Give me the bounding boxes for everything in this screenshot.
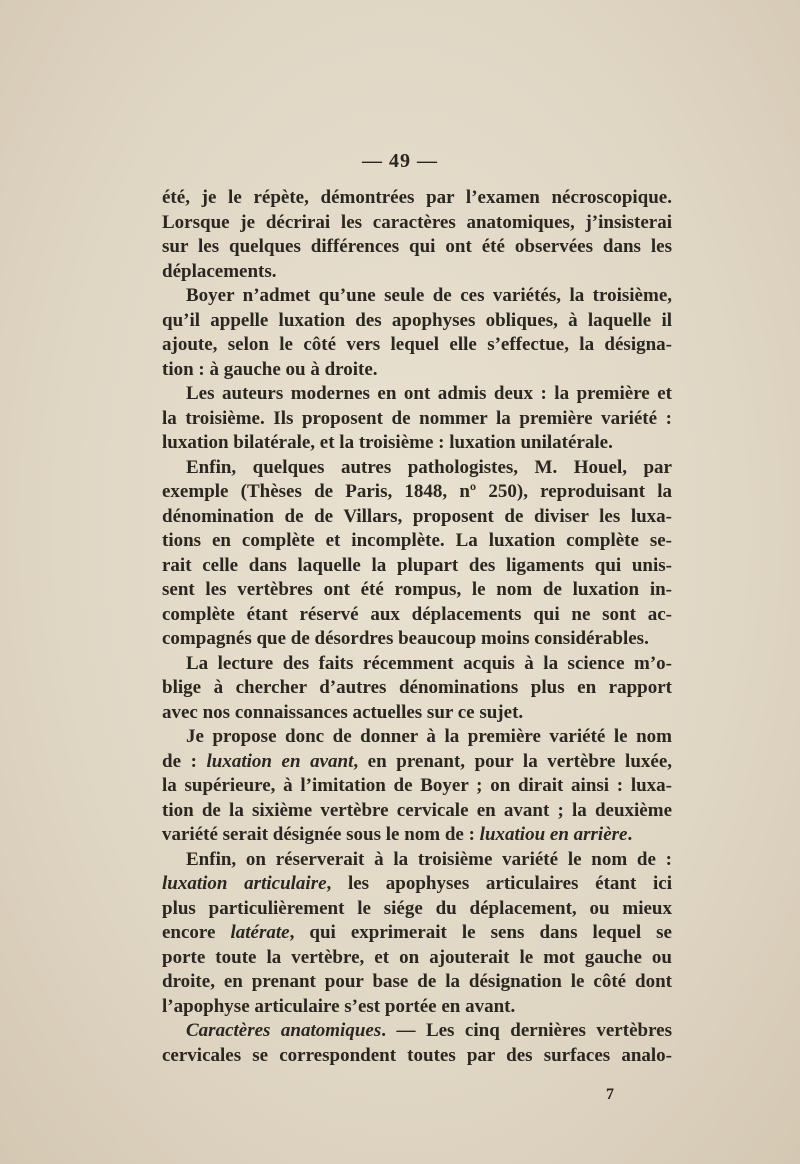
signature-mark: 7 [606,1086,614,1103]
text-line: Lorsque je décrirai les caractères anatomiques, j’insisterai [162,211,672,233]
text-line: Je propose donc de donner à la première variété le nom [186,726,672,747]
text-line: blige à chercher d’autres dénominations plus en rapport [162,677,672,698]
text-line: complète étant réservé aux déplacements qui ne sont ac- [162,603,672,625]
text-line: rait celle dans laquelle la plupart des ligaments qui unis- [162,554,672,576]
text-line: variété serait désignée sous le nom de : luxatiou en arrière. [162,824,633,845]
text-line: ajoute, selon le côté vers lequel elle s’effectue, la désigna- [162,334,672,355]
text-line: de : luxation en avant, en prenant, pour la vertèbre luxée, [162,750,672,772]
text-line: luxation bilatérale, et la troisième : luxation unilatérale. [162,432,613,453]
text-line: Enfin, on réserverait à la troisième variété le nom de : [186,848,672,870]
text-line: droite, en prenant pour base de la désignation le côté dont [162,971,672,992]
text-line: la supérieure, à l’imitation de Boyer ; on dirait ainsi : luxa- [162,775,672,796]
text-line: tion de la sixième vertèbre cervicale en avant ; la deuxième [162,799,672,821]
text-line: cervicales se correspondent toutes par des surfaces analo- [162,1044,672,1066]
text-line: exemple (Thèses de Paris, 1848, nº 250), reproduisant la [162,481,672,502]
text-line: encore latérate, qui exprimerait le sens dans lequel se [162,922,672,943]
text-line: qu’il appelle luxation des apophyses obliques, à laquelle il [162,309,672,331]
text-line: Enfin, quelques autres pathologistes, M. Houel, par [186,456,672,478]
text-line: dénomination de de Villars, proposent de diviser les luxa- [162,505,672,527]
text-line: la troisième. Ils proposent de nommer la première variété : [162,407,672,429]
text-line: sent les vertèbres ont été rompus, le nom de luxation in- [162,579,672,600]
text-line: Les auteurs modernes en ont admis deux : la première et [186,383,672,404]
text-line: tions en complète et incomplète. La luxation complète se- [162,530,672,551]
text-line: sur les quelques différences qui ont été observées dans les [162,236,672,257]
text-line: Caractères anatomiques. — Les cinq dernières vertèbres [186,1020,672,1041]
text-line: La lecture des faits récemment acquis à la science m’o- [186,652,672,674]
text-line: l’apophyse articulaire s’est portée en avant. [162,995,516,1017]
text-line: compagnés que de désordres beaucoup moins considérables. [162,628,649,649]
text-line: avec nos connaissances actuelles sur ce sujet. [162,701,524,723]
text-line: luxation articulaire, les apophyses articulaires étant ici [162,873,672,894]
body-text [162,186,672,1068]
text-line: Boyer n’admet qu’une seule de ces variétés, la troisième, [186,285,672,306]
text-line: plus particulièrement le siége du déplacement, ou mieux [162,897,672,919]
text-line: porte toute la vertèbre, et on ajouterait le mot gauche ou [162,946,672,968]
text-line: été, je le répète, démontrées par l’examen nécroscopique. [162,187,672,208]
text-line: tion : à gauche ou à droite. [162,358,378,380]
text-line: déplacements. [162,260,277,282]
page-number: — 49 — [362,150,438,172]
